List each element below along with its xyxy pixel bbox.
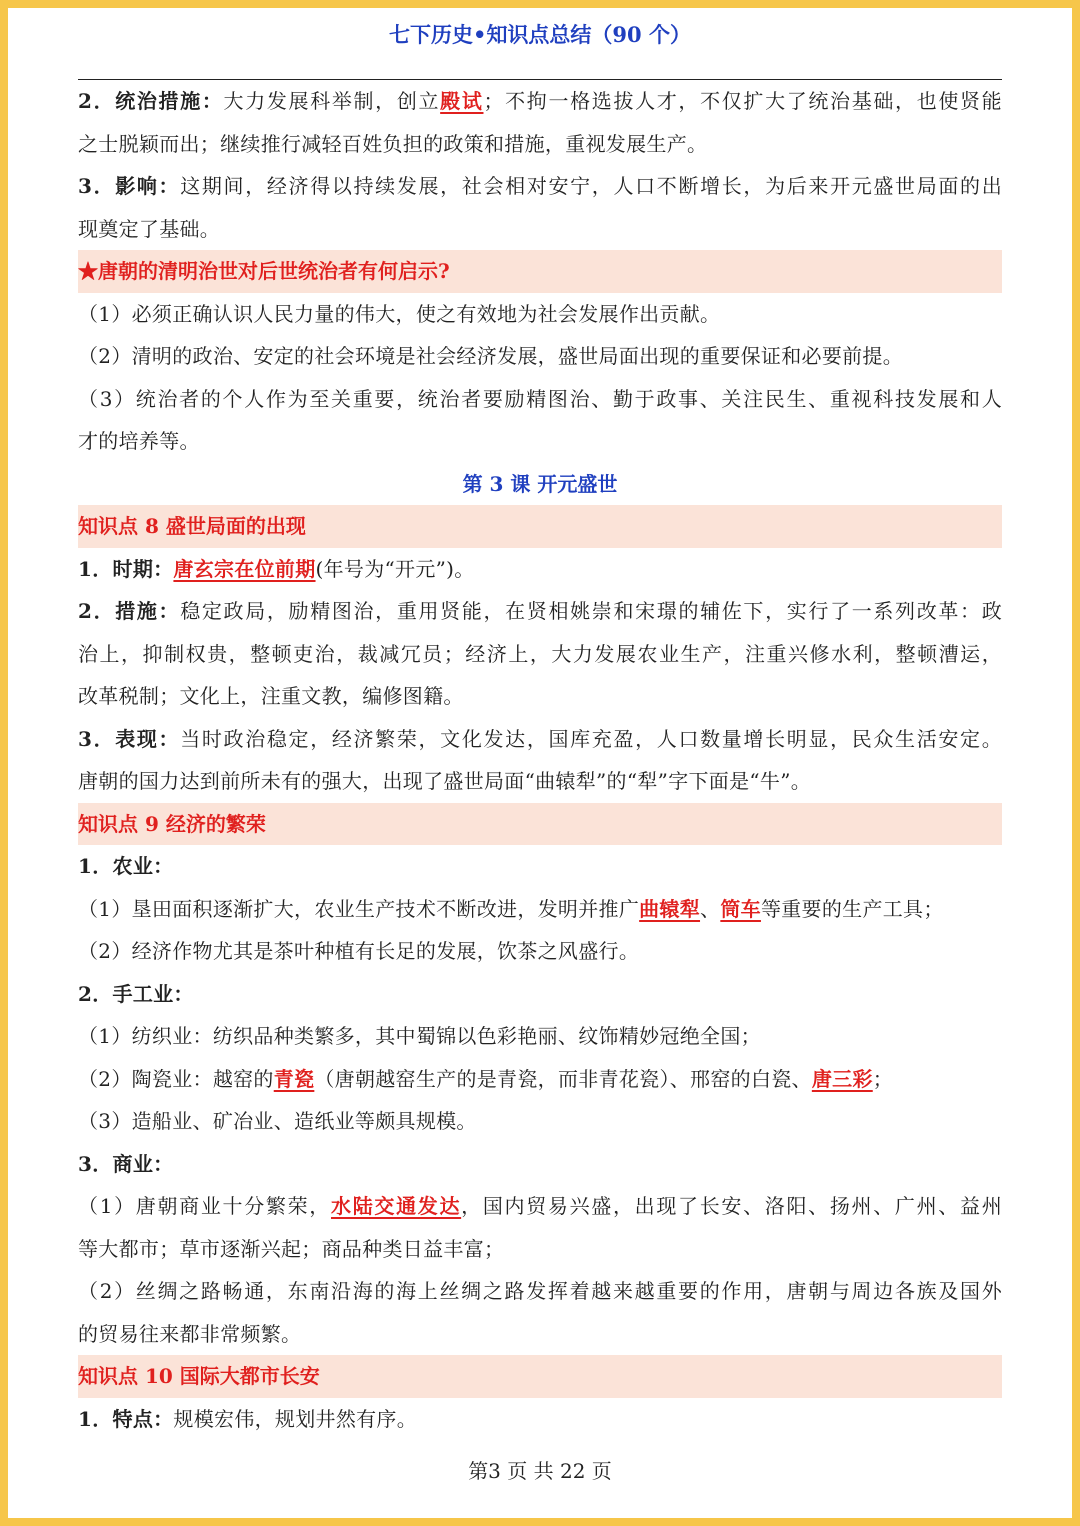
text-line: 才的培养等。 (78, 429, 200, 453)
subsection-heading: 3．商业： (78, 1151, 174, 1176)
text-line: 的贸易往来都非常频繁。 (78, 1321, 302, 1346)
text-span: ；不拘一格选拔人才，不仅扩大了统治基础，也使贤能 (483, 89, 1002, 113)
text-line: （1）必须正确认识人民力量的伟大，使之有效地为社会发展作出贡献。 (78, 301, 721, 326)
text-span: 这期间，经济得以持续发展，社会相对安宁，人口不断增长，为后来开元盛世局面的出 (180, 174, 1002, 198)
text-line: 现奠定了基础。 (78, 216, 221, 241)
item-number: 3．影响： (78, 174, 181, 198)
text-line: （1）纺织业：纺织品种类繁多，其中蜀锦以色彩艳丽、纹饰精妙冠绝全国； (78, 1024, 761, 1048)
text-line: 等大都市；草市逐渐兴起；商品种类日益丰富； (78, 1236, 505, 1261)
highlight-keyword: 唐三彩 (811, 1066, 873, 1091)
text-span: ； (872, 1066, 894, 1091)
subsection-heading: 1．农业： (78, 854, 174, 878)
text-line (78, 1398, 1002, 1441)
highlight-keyword: 唐玄宗在位前期 (173, 556, 316, 581)
document-page (8, 8, 1072, 1518)
highlight-keyword: 水陆交通发达 (331, 1194, 462, 1218)
text-line: （3）统治者的个人作为至关重要，统治者要励精图治、勤于政事、关注民生、重视科技发展和人 (78, 386, 1002, 411)
knowledge-point-heading: 知识点 10 国际大都市长安 (78, 1355, 1002, 1398)
item-number: 3．表现： (78, 726, 181, 751)
text-line: （3）造船业、矿冶业、造纸业等颇具规模。 (78, 1109, 477, 1133)
text-span: （1）垦田面积逐渐扩大，农业生产技术不断改进，发明并推广 (78, 896, 640, 921)
text-line (78, 165, 1002, 208)
text-line (78, 718, 1002, 761)
lesson-title: 第 3 课 开元盛世 (462, 471, 618, 496)
item-number: 1．时期： (78, 556, 174, 581)
text-line (78, 590, 1002, 633)
text-span: （2）陶瓷业：越窑的 (78, 1066, 274, 1091)
text-span: 当时政治稳定，经济繁荣，文化发达，国库充盈，人口数量增长明显，民众生活安定。 (180, 726, 1002, 751)
knowledge-point-heading: 知识点 8 盛世局面的出现 (78, 505, 1002, 548)
item-number: 1．特点： (78, 1406, 174, 1431)
knowledge-point-heading: 知识点 9 经济的繁荣 (78, 803, 1002, 846)
item-number: 2．措施： (78, 599, 181, 623)
text-span: （唐朝越窑生产的是青瓷，而非青花瓷）、邢窑的白瓷、 (314, 1066, 812, 1091)
subsection-heading: 2．手工业： (78, 981, 194, 1006)
text-span: 稳定政局，励精图治，重用贤能，在贤相姚崇和宋璟的辅佐下，实行了一系列改革：政 (180, 599, 1002, 623)
highlight-keyword: 筒车 (720, 896, 761, 921)
highlight-keyword: 青瓷 (273, 1066, 315, 1091)
header-title: 七下历史•知识点总结（90 个） (389, 22, 691, 47)
text-span: （1）唐朝商业十分繁荣， (78, 1194, 331, 1218)
text-line (78, 1185, 1002, 1228)
text-span: 等重要的生产工具； (760, 896, 944, 921)
text-line: （2）丝绸之路畅通，东南沿海的海上丝绸之路发挥着越来越重要的作用，唐朝与周边各族及国外 (78, 1279, 1002, 1303)
text-span: 大力发展科举制，创立 (223, 89, 441, 113)
text-line: 唐朝的国力达到前所未有的强大，出现了盛世局面“曲辕犁”的“犁”字下面是“牛”。 (78, 769, 812, 793)
page-header (78, 8, 1002, 80)
text-span: 、 (700, 896, 721, 921)
text-line: 治上，抑制权贵，整顿吏治，裁减冗员；经济上，大力发展农业生产，注重兴修水利，整顿漕运， (78, 641, 1002, 666)
page-footer: 第3 页 共 22 页 (468, 1459, 612, 1483)
page-content (78, 8, 1002, 1440)
text-line: 之士脱颖而出；继续推行减轻百姓负担的政策和措施，重视发展生产。 (78, 131, 708, 156)
question-heading: ★唐朝的清明治世对后世统治者有何启示? (78, 250, 1002, 293)
highlight-keyword: 殿试 (440, 89, 484, 113)
text-span: 规模宏伟，规划井然有序。 (173, 1406, 418, 1431)
text-span: (年号为“开元”)。 (315, 556, 475, 581)
text-line: 改革税制；文化上，注重文教，编修图籍。 (78, 684, 464, 708)
text-line (78, 888, 1002, 931)
text-line: （2）清明的政治、安定的社会环境是社会经济发展，盛世局面出现的重要保证和必要前提。 (78, 344, 904, 368)
text-line: （2）经济作物尤其是茶叶种植有长足的发展，饮茶之风盛行。 (78, 939, 640, 963)
item-number: 2．统治措施： (78, 89, 224, 113)
text-span: ，国内贸易兴盛，出现了长安、洛阳、扬州、广州、益州 (461, 1194, 1002, 1218)
text-line (78, 80, 1002, 123)
highlight-keyword: 曲辕犁 (639, 896, 701, 921)
text-line (78, 1058, 1002, 1101)
text-line (78, 548, 1002, 591)
